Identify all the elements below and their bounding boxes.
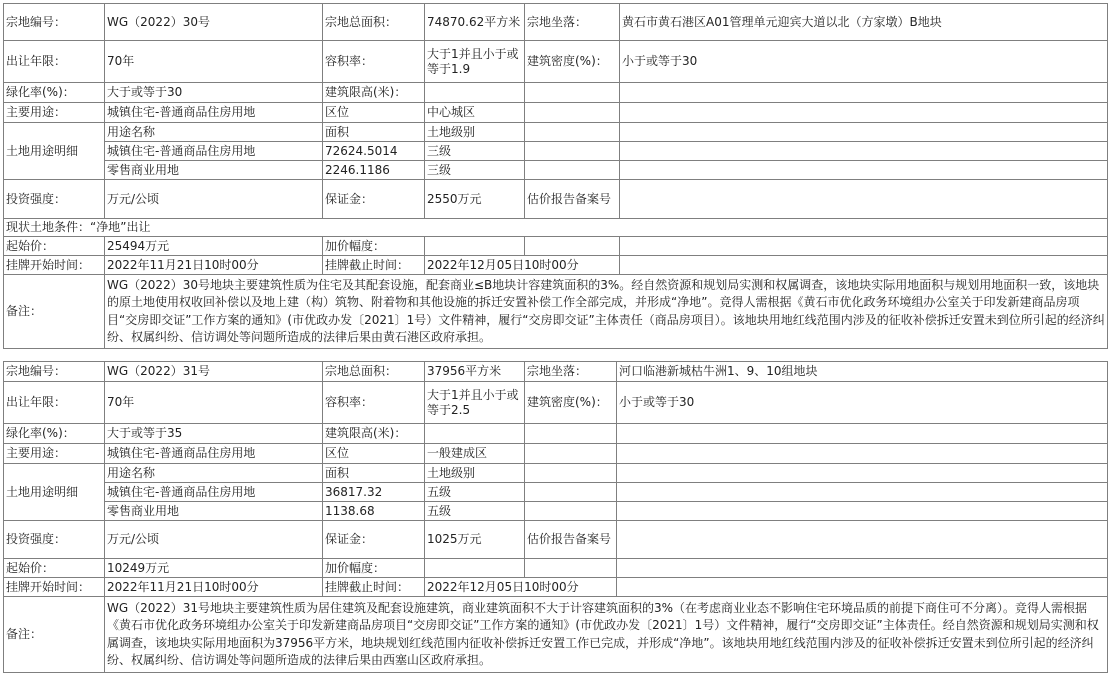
appraisal-label: 估价报告备案号 bbox=[525, 180, 620, 219]
investment-value: 万元/公顷 bbox=[105, 180, 323, 219]
table-row bbox=[4, 521, 1108, 559]
main-use-value: 城镇住宅-普通商品住房用地 bbox=[105, 103, 323, 123]
empty-cell bbox=[617, 483, 1108, 502]
land-grade-header: 土地级别 bbox=[425, 123, 525, 142]
start-price-label: 起始价： bbox=[4, 559, 105, 578]
appraisal-value bbox=[617, 521, 1108, 559]
table-row bbox=[4, 256, 1108, 275]
table-row bbox=[4, 362, 1108, 382]
table-row bbox=[4, 559, 1108, 578]
far-label: 容积率： bbox=[323, 41, 425, 83]
empty-cell bbox=[617, 559, 1108, 578]
use-name-header: 用途名称 bbox=[105, 123, 323, 142]
empty-cell bbox=[620, 83, 1108, 103]
use-detail-label: 土地用途明细 bbox=[4, 464, 105, 521]
empty-cell bbox=[525, 103, 620, 123]
empty-cell bbox=[620, 256, 1108, 275]
land-grade-header: 土地级别 bbox=[425, 464, 525, 483]
use-grade-value: 三级 bbox=[425, 142, 525, 161]
empty-cell bbox=[617, 444, 1108, 464]
table-row bbox=[4, 597, 1108, 673]
empty-cell bbox=[525, 161, 620, 180]
increment-value bbox=[425, 237, 525, 256]
use-grade-value: 五级 bbox=[425, 483, 525, 502]
land-condition bbox=[4, 219, 1108, 237]
table-row bbox=[4, 483, 1108, 502]
condition-label: 现状土地条件： bbox=[6, 220, 91, 234]
density-value: 小于或等于30 bbox=[620, 41, 1108, 83]
table-row bbox=[4, 275, 1108, 349]
parcel-no-value: WG（2022）30号 bbox=[105, 4, 323, 41]
use-grade-value: 五级 bbox=[425, 502, 525, 521]
total-area-value: 74870.62平方米 bbox=[425, 4, 525, 41]
listing-start-label: 挂牌开始时间： bbox=[4, 256, 105, 275]
empty-cell bbox=[525, 123, 620, 142]
total-area-label: 宗地总面积： bbox=[323, 362, 425, 382]
empty-cell bbox=[617, 578, 1108, 597]
green-value: 大于或等于30 bbox=[105, 83, 323, 103]
density-value: 小于或等于30 bbox=[617, 382, 1108, 424]
empty-cell bbox=[525, 424, 617, 444]
appraisal-label: 估价报告备案号 bbox=[525, 521, 617, 559]
table-row bbox=[4, 83, 1108, 103]
parcel-no-label: 宗地编号： bbox=[4, 4, 105, 41]
deposit-label: 保证金： bbox=[323, 180, 425, 219]
use-area-value: 1138.68 bbox=[323, 502, 425, 521]
far-value: 大于1并且小于或等于1.9 bbox=[425, 41, 525, 83]
empty-cell bbox=[620, 237, 1108, 256]
start-price-label: 起始价： bbox=[4, 237, 105, 256]
empty-cell bbox=[525, 237, 620, 256]
zone-label: 区位 bbox=[323, 103, 425, 123]
listing-end-value: 2022年12月05日10时00分 bbox=[425, 578, 617, 597]
table-row bbox=[4, 464, 1108, 483]
height-limit-value bbox=[425, 424, 525, 444]
empty-cell bbox=[525, 559, 617, 578]
zone-value: 一般建成区 bbox=[425, 444, 525, 464]
start-price-value: 10249万元 bbox=[105, 559, 323, 578]
empty-cell bbox=[617, 424, 1108, 444]
remarks-value: WG（2022）30号地块主要建筑性质为住宅及其配套设施，配套商业≤B地块计容建筑面积的3%。经自然资源和规划局实测和权属调查，该地块实际用地面积与规划用地面积一致，该地块的原土地使用权收回补偿以及地上建（构）筑物、附着物和其他设施的拆迁安置补偿工作全部完成，并形成“净地”。竞得人需根据《黄石市优化政务环境组办公室关于印发新建商品房项目“交房即交证”工作方案的通知》(市优政办发〔2021〕1号）文件精神，履行“交房即交证”主体责任（商品房项目）。该地块用地红线范围内涉及的征收补偿拆迁安置未到位所引起的经济纠纷、权属纠纷、信访调处等问题所造成的法律后果由黄石港区政府承担。 bbox=[105, 275, 1108, 349]
table-row bbox=[4, 161, 1108, 180]
empty-cell bbox=[617, 502, 1108, 521]
empty-cell bbox=[617, 464, 1108, 483]
table-row bbox=[4, 578, 1108, 597]
use-grade-value: 三级 bbox=[425, 161, 525, 180]
parcel-table-30 bbox=[3, 3, 1108, 349]
height-limit-value bbox=[425, 83, 525, 103]
density-label: 建筑密度(%)： bbox=[525, 382, 617, 424]
listing-end-label: 挂牌截止时间： bbox=[323, 256, 425, 275]
total-area-label: 宗地总面积： bbox=[323, 4, 425, 41]
far-label: 容积率： bbox=[323, 382, 425, 424]
use-detail-label: 土地用途明细 bbox=[4, 123, 105, 180]
investment-label: 投资强度： bbox=[4, 521, 105, 559]
increment-value bbox=[425, 559, 525, 578]
use-name-value: 零售商业用地 bbox=[105, 161, 323, 180]
increment-label: 加价幅度： bbox=[323, 559, 425, 578]
zone-label: 区位 bbox=[323, 444, 425, 464]
empty-cell bbox=[620, 161, 1108, 180]
listing-end-label: 挂牌截止时间： bbox=[323, 578, 425, 597]
use-area-value: 72624.5014 bbox=[323, 142, 425, 161]
table-row bbox=[4, 123, 1108, 142]
green-value: 大于或等于35 bbox=[105, 424, 323, 444]
area-header: 面积 bbox=[323, 123, 425, 142]
table-row bbox=[4, 237, 1108, 256]
green-label: 绿化率(%)： bbox=[4, 424, 105, 444]
far-value: 大于1并且小于或等于2.5 bbox=[425, 382, 525, 424]
table-row bbox=[4, 444, 1108, 464]
table-row bbox=[4, 502, 1108, 521]
remarks-label: 备注： bbox=[4, 275, 105, 349]
remarks-value: WG（2022）31号地块主要建筑性质为居住建筑及配套设施建筑，商业建筑面积不大于计容建筑面积的3%（在考虑商业业态不影响住宅环境品质的前提下商住可不分离）。竞得人需根据《黄石市优化政务环境组办公室关于印发新建商品房项目“交房即交证”工作方案的通知》(市优政办发〔2021〕1号）文件精神，履行“交房即交证”主体责任。经自然资源和规划局实测和权属调查，该地块实际用地面积为37956平方米，地块规划红线范围内征收补偿拆迁安置工作已完成，并形成“净地”。该地块用地红线范围内涉及的征收补偿拆迁安置未到位所引起的经济纠纷、权属纠纷、信访调处等问题所造成的法律后果由西塞山区政府承担。 bbox=[105, 597, 1108, 673]
empty-cell bbox=[620, 103, 1108, 123]
use-name-value: 零售商业用地 bbox=[105, 502, 323, 521]
green-label: 绿化率(%)： bbox=[4, 83, 105, 103]
condition-value: “净地”出让 bbox=[90, 220, 151, 234]
table-row bbox=[4, 219, 1108, 237]
density-label: 建筑密度(%)： bbox=[525, 41, 620, 83]
use-name-header: 用途名称 bbox=[105, 464, 323, 483]
empty-cell bbox=[620, 142, 1108, 161]
use-area-value: 36817.32 bbox=[323, 483, 425, 502]
deposit-value: 2550万元 bbox=[425, 180, 525, 219]
deposit-value: 1025万元 bbox=[425, 521, 525, 559]
location-label: 宗地坐落： bbox=[525, 4, 620, 41]
empty-cell bbox=[525, 142, 620, 161]
table-row bbox=[4, 180, 1108, 219]
parcel-no-value: WG（2022）31号 bbox=[105, 362, 323, 382]
listing-start-label: 挂牌开始时间： bbox=[4, 578, 105, 597]
parcel-no-label: 宗地编号： bbox=[4, 362, 105, 382]
table-row bbox=[4, 41, 1108, 83]
increment-label: 加价幅度： bbox=[323, 237, 425, 256]
listing-start-value: 2022年11月21日10时00分 bbox=[105, 578, 323, 597]
table-row bbox=[4, 382, 1108, 424]
height-limit-label: 建筑限高(米)： bbox=[323, 424, 425, 444]
empty-cell bbox=[525, 483, 617, 502]
empty-cell bbox=[525, 444, 617, 464]
deposit-label: 保证金： bbox=[323, 521, 425, 559]
table-row bbox=[4, 424, 1108, 444]
empty-cell bbox=[525, 83, 620, 103]
main-use-value: 城镇住宅-普通商品住房用地 bbox=[105, 444, 323, 464]
use-name-value: 城镇住宅-普通商品住房用地 bbox=[105, 483, 323, 502]
empty-cell bbox=[525, 502, 617, 521]
use-area-value: 2246.1186 bbox=[323, 161, 425, 180]
table-row bbox=[4, 103, 1108, 123]
investment-label: 投资强度： bbox=[4, 180, 105, 219]
listing-end-value: 2022年12月05日10时00分 bbox=[425, 256, 620, 275]
parcel-table-31 bbox=[3, 361, 1108, 673]
empty-cell bbox=[525, 464, 617, 483]
height-limit-label: 建筑限高(米)： bbox=[323, 83, 425, 103]
use-name-value: 城镇住宅-普通商品住房用地 bbox=[105, 142, 323, 161]
zone-value: 中心城区 bbox=[425, 103, 525, 123]
investment-value: 万元/公顷 bbox=[105, 521, 323, 559]
term-label: 出让年限： bbox=[4, 382, 105, 424]
term-value: 70年 bbox=[105, 41, 323, 83]
location-value: 河口临港新城枯牛洲1、9、10组地块 bbox=[617, 362, 1108, 382]
start-price-value: 25494万元 bbox=[105, 237, 323, 256]
table-row bbox=[4, 4, 1108, 41]
location-label: 宗地坐落： bbox=[525, 362, 617, 382]
appraisal-value bbox=[620, 180, 1108, 219]
term-value: 70年 bbox=[105, 382, 323, 424]
term-label: 出让年限： bbox=[4, 41, 105, 83]
main-use-label: 主要用途： bbox=[4, 103, 105, 123]
empty-cell bbox=[620, 123, 1108, 142]
total-area-value: 37956平方米 bbox=[425, 362, 525, 382]
main-use-label: 主要用途： bbox=[4, 444, 105, 464]
listing-start-value: 2022年11月21日10时00分 bbox=[105, 256, 323, 275]
location-value: 黄石市黄石港区A01管理单元迎宾大道以北（方家墩）B地块 bbox=[620, 4, 1108, 41]
area-header: 面积 bbox=[323, 464, 425, 483]
table-row bbox=[4, 142, 1108, 161]
remarks-label: 备注： bbox=[4, 597, 105, 673]
